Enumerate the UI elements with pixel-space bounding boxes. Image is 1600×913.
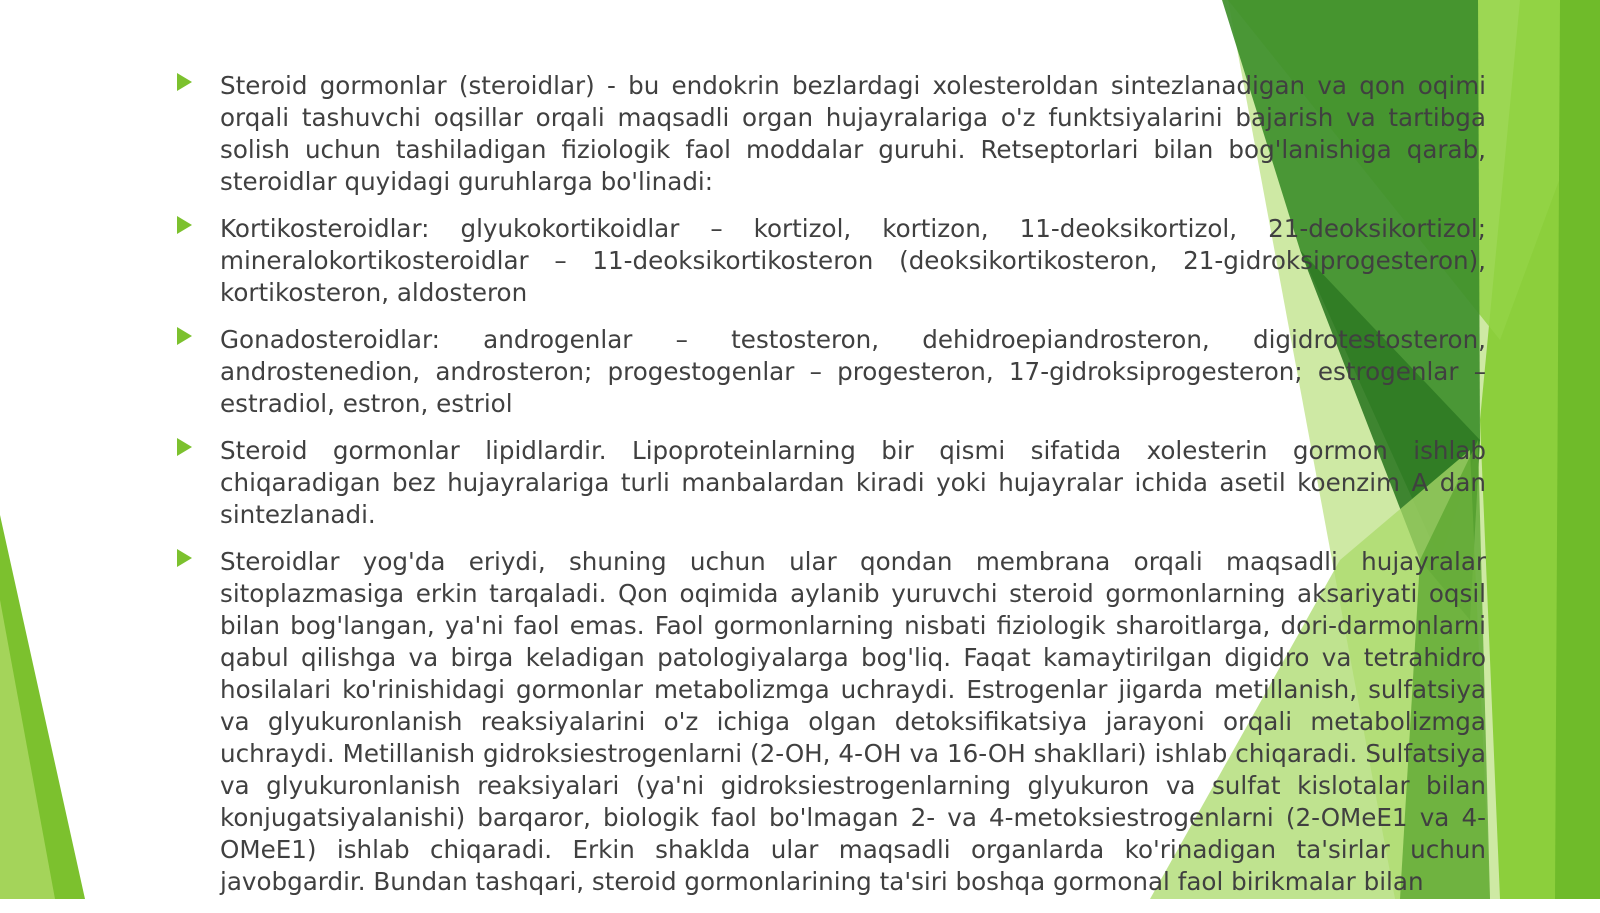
right-strip: [1555, 0, 1600, 899]
bullet-text: Steroid gormonlar lipidlardir. Lipoproteinlarning bir qismi sifatida xolesterin gormon ishlab chiqaradigan bez hujayralariga turli manbalardan kiradi yoki hujayralar ichida asetil koenzim A dan sintezlanadi.: [220, 436, 1486, 529]
triangle-right-icon: [177, 549, 192, 567]
bullet-text: Kortikosteroidlar: glyukokortikoidlar – kortizol, kortizon, 11-deoksikortizol, 21-deoksikortizol; mineralokortikosteroidlar – 11-deoksikortikosteron (deoksikortikosteron, 21-gidroksiprogesteron), kortikosteron, aldosteron: [220, 214, 1486, 307]
bullet-item: [175, 70, 1486, 198]
bullet-item: [175, 324, 1486, 420]
slide-content: [175, 70, 1486, 913]
bullet-item: [175, 213, 1486, 309]
triangle-right-icon: [177, 327, 192, 345]
bullet-item: [175, 435, 1486, 531]
triangle-right-icon: [177, 216, 192, 234]
bullet-text: Steroidlar yog'da eriydi, shuning uchun ular qondan membrana orqali maqsadli hujayralar sitoplazmasiga erkin tarqaladi. Qon oqimida aylanib yuruvchi steroid gormonlarning aksariyati oqsil bilan bog'langan, ya'ni faol emas. Faol gormonlarning nisbati fiziologik sharoitlarga, dori-darmonlarni qabul qilishga va birga keladigan patologiyalarga bog'liq. Faqat kamaytirilgan digidro va tetrahidro hosilalari ko'rinishidagi gormonlar metabolizmga uchraydi. Estrogenlar jigarda metillanish, sulfatsiya va glyukuronlanish reaksiyalarini o'z ichiga olgan detoksifikatsiya jarayoni orqali metabolizmga uchraydi. Metillanish gidroksiestrogenlarni (2-OH, 4-OH va 16-OH shakllari) ishlab chiqaradi. Sulfatsiya va glyukuronlanish reaksiyalari (ya'ni gidroksiestrogenlarning glyukuron va sulfat kislotalar bilan konjugatsiyalanishi) barqaror, biologik faol bo'lmagan 2- va 4-metoksiestrogenlarni (2-OMeE1 va 4-OMeE1) ishlab chiqaradi. Erkin shaklda ular maqsadli organlarda ko'rinadigan ta'sirlar uchun javobgardir. Bundan tashqari, steroid gormonlarining ta'siri boshqa gormonal faol birikmalar bilan: [220, 547, 1486, 896]
bullet-text: Steroid gormonlar (steroidlar) - bu endokrin bezlardagi xolesteroldan sintezlanadigan va qon oqimi orqali tashuvchi oqsillar orqali maqsadli organ hujayralariga o'z funktsiyalarini bajarish va tartibga solish uchun tashiladigan fiziologik faol moddalar guruhi. Retseptorlari bilan bog'lanishiga qarab, steroidlar quyidagi guruhlarga bo'linadi:: [220, 71, 1486, 196]
bullet-item: [175, 546, 1486, 898]
triangle-right-icon: [177, 73, 192, 91]
bullet-text: Gonadosteroidlar: androgenlar – testosteron, dehidroepiandrosteron, digidrotestosteron, androstenedion, androsteron; progestogenlar – progesteron, 17-gidroksiprogesteron; estrogenlar – estradiol, estron, estriol: [220, 325, 1486, 418]
triangle-right-icon: [177, 438, 192, 456]
